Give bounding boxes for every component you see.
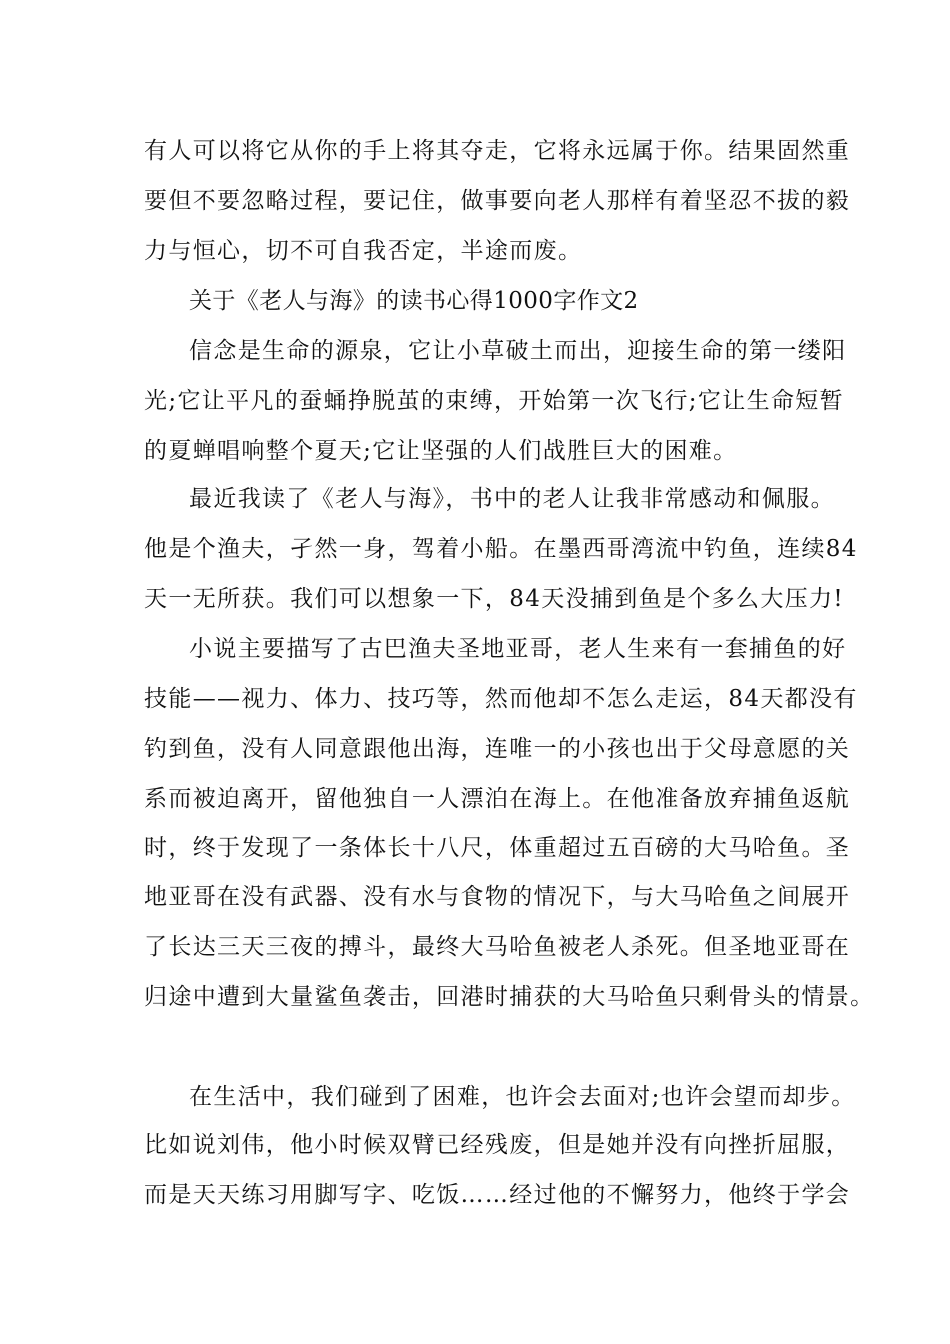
paragraph-first-line: 信念是生命的源泉，它让小草破土而出，迎接生命的第一缕阳 xyxy=(189,338,847,364)
text-line: 天一无所获。我们可以想象一下，84天没捕到鱼是个多么大压力! xyxy=(144,586,845,612)
text-line: 钓到鱼，没有人同意跟他出海，连唯一的小孩也出于父母意愿的关 xyxy=(144,736,851,762)
text-line: 了长达三天三夜的搏斗，最终大马哈鱼被老人杀死。但圣地亚哥在 xyxy=(144,934,851,960)
paragraph-first-line: 最近我读了《老人与海》，书中的老人让我非常感动和佩服。 xyxy=(189,486,835,512)
text-line: 地亚哥在没有武器、没有水与食物的情况下，与大马哈鱼之间展开 xyxy=(144,884,851,910)
section-heading: 关于《老人与海》的读书心得1000字作文2 xyxy=(189,288,639,314)
paragraph-first-line: 小说主要描写了古巴渔夫圣地亚哥，老人生来有一套捕鱼的好 xyxy=(189,636,847,662)
text-line: 而是天天练习用脚写字、吃饭……经过他的不懈努力，他终于学会 xyxy=(144,1182,851,1208)
text-line: 归途中遭到大量鲨鱼袭击，回港时捕获的大马哈鱼只剩骨头的情景。 xyxy=(144,984,875,1010)
text-line: 的夏蝉唱响整个夏天;它让坚强的人们战胜巨大的困难。 xyxy=(144,438,738,464)
text-line: 有人可以将它从你的手上将其夺走，它将永远属于你。结果固然重 xyxy=(144,138,851,164)
text-line: 时，终于发现了一条体长十八尺，体重超过五百磅的大马哈鱼。圣 xyxy=(144,835,851,861)
text-line: 系而被迫离开，留他独自一人漂泊在海上。在他准备放弃捕鱼返航 xyxy=(144,786,851,812)
text-line: 技能——视力、体力、技巧等，然而他却不怎么走运，84天都没有 xyxy=(144,686,858,712)
text-line: 光;它让平凡的蚕蛹挣脱茧的束缚，开始第一次飞行;它让生命短暂 xyxy=(144,388,844,414)
text-line: 要但不要忽略过程，要记住，做事要向老人那样有着坚忍不拔的毅 xyxy=(144,188,851,214)
paragraph-first-line: 在生活中，我们碰到了困难，也许会去面对;也许会望而却步。 xyxy=(189,1084,856,1110)
text-line: 力与恒心，切不可自我否定，半途而废。 xyxy=(144,238,583,264)
text-line: 比如说刘伟，他小时候双臂已经残废，但是她并没有向挫折屈服， xyxy=(144,1132,851,1158)
text-line: 他是个渔夫，孑然一身，驾着小船。在墨西哥湾流中钓鱼，连续84 xyxy=(144,536,858,562)
